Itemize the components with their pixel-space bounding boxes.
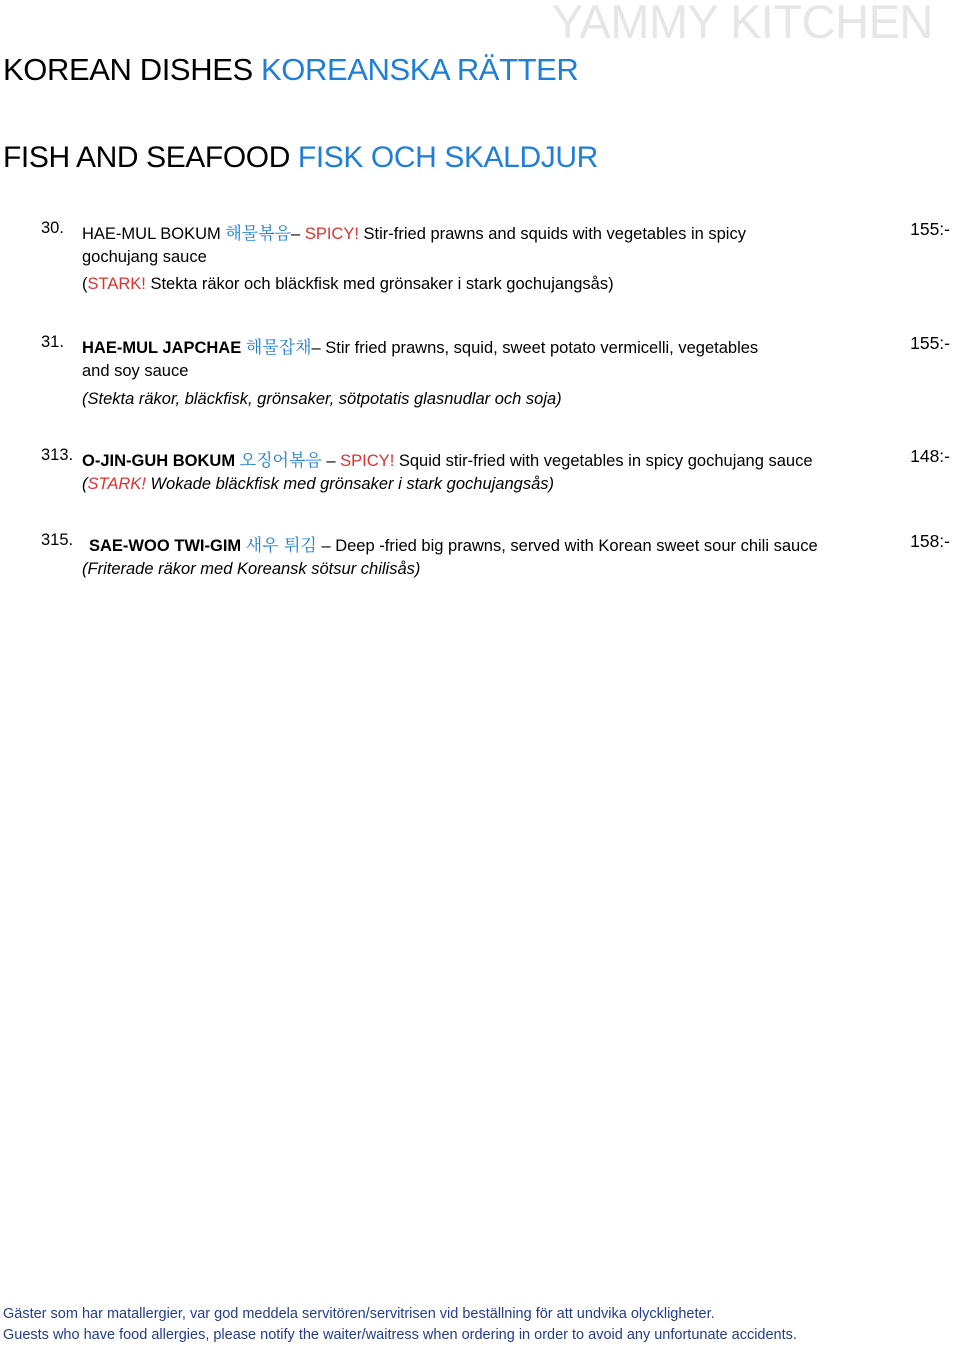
dish-title-line [89, 531, 818, 556]
dish-description-english-cont: gochujang sauce [82, 248, 207, 266]
dish-price: 148:- [910, 446, 950, 466]
restaurant-watermark: YAMMY KITCHEN [552, 0, 933, 48]
dish-number: 313. [41, 446, 74, 464]
dish-description-swedish: (Stekta räkor, bläckfisk, grönsaker, sötpotatis glasnudlar och soja) [82, 390, 562, 408]
dish-description-swedish: (STARK! Stekta räkor och bläckfisk med grönsaker i stark gochujangsås) [82, 275, 614, 293]
dish-korean-name: 오징어볶음 [239, 451, 322, 471]
dish-price: 155:- [910, 333, 950, 353]
dish-korean-name: 해물잡채 [245, 338, 312, 358]
dish-price: 155:- [910, 219, 950, 239]
dish-number: 31. [41, 333, 64, 351]
dish-price: 158:- [910, 531, 950, 551]
title-swedish: KOREANSKA RÄTTER [260, 52, 579, 87]
dish-korean-name: 해물볶음 [225, 224, 292, 244]
spicy-badge: SPICY! [340, 452, 395, 470]
dish-number: 315. [41, 531, 74, 549]
dish-name: HAE-MUL JAPCHAE [82, 339, 242, 357]
dish-description-english: Stir fried prawns, squid, sweet potato vermicelli, vegetables [325, 339, 759, 357]
dish-description-english: Deep -fried big prawns, served with Korean sweet sour chili sauce [335, 537, 818, 555]
allergy-notice-english: Guests who have food allergies, please notify the waiter/waitress when ordering in order to avoid any unfortunate accidents. [3, 1327, 797, 1343]
dish-description-swedish: (Friterade räkor med Koreansk sötsur chilisås) [82, 560, 421, 578]
title-english: KOREAN DISHES [3, 52, 253, 87]
dish-dash: – [321, 537, 331, 555]
page-title [3, 52, 578, 88]
dish-description-english: Stir-fried prawns and squids with vegetables in spicy [363, 225, 746, 243]
dish-title-line [82, 333, 758, 358]
dish-korean-name: 새우 튀김 [245, 536, 317, 556]
dish-description-english: Squid stir-fried with vegetables in spicy gochujang sauce [398, 452, 813, 470]
dish-title-line [82, 446, 813, 471]
section-title-english: FISH AND SEAFOOD [3, 141, 290, 174]
stark-badge: STARK! [87, 475, 146, 493]
dish-name: SAE-WOO TWI-GIM [89, 537, 242, 555]
spicy-badge: SPICY! [304, 225, 359, 243]
stark-badge: STARK! [87, 275, 146, 293]
section-title [3, 141, 598, 175]
dish-description-swedish: (STARK! Wokade bläckfisk med grönsaker i stark gochujangsås) [82, 475, 554, 493]
dish-title-line [82, 219, 746, 244]
dish-dash: – [311, 339, 321, 357]
dish-number: 30. [41, 219, 64, 237]
dish-name: HAE-MUL BOKUM [82, 225, 221, 243]
dish-name: O-JIN-GUH BOKUM [82, 452, 236, 470]
allergy-notice-swedish: Gäster som har matallergier, var god meddela servitören/servitrisen vid beställning för att undvika olyckligheter. [3, 1306, 715, 1322]
dish-dash: – [291, 225, 301, 243]
dish-description-english-cont: and soy sauce [82, 362, 189, 380]
dish-dash: – [326, 452, 336, 470]
section-title-swedish: FISK OCH SKALDJUR [297, 141, 598, 174]
